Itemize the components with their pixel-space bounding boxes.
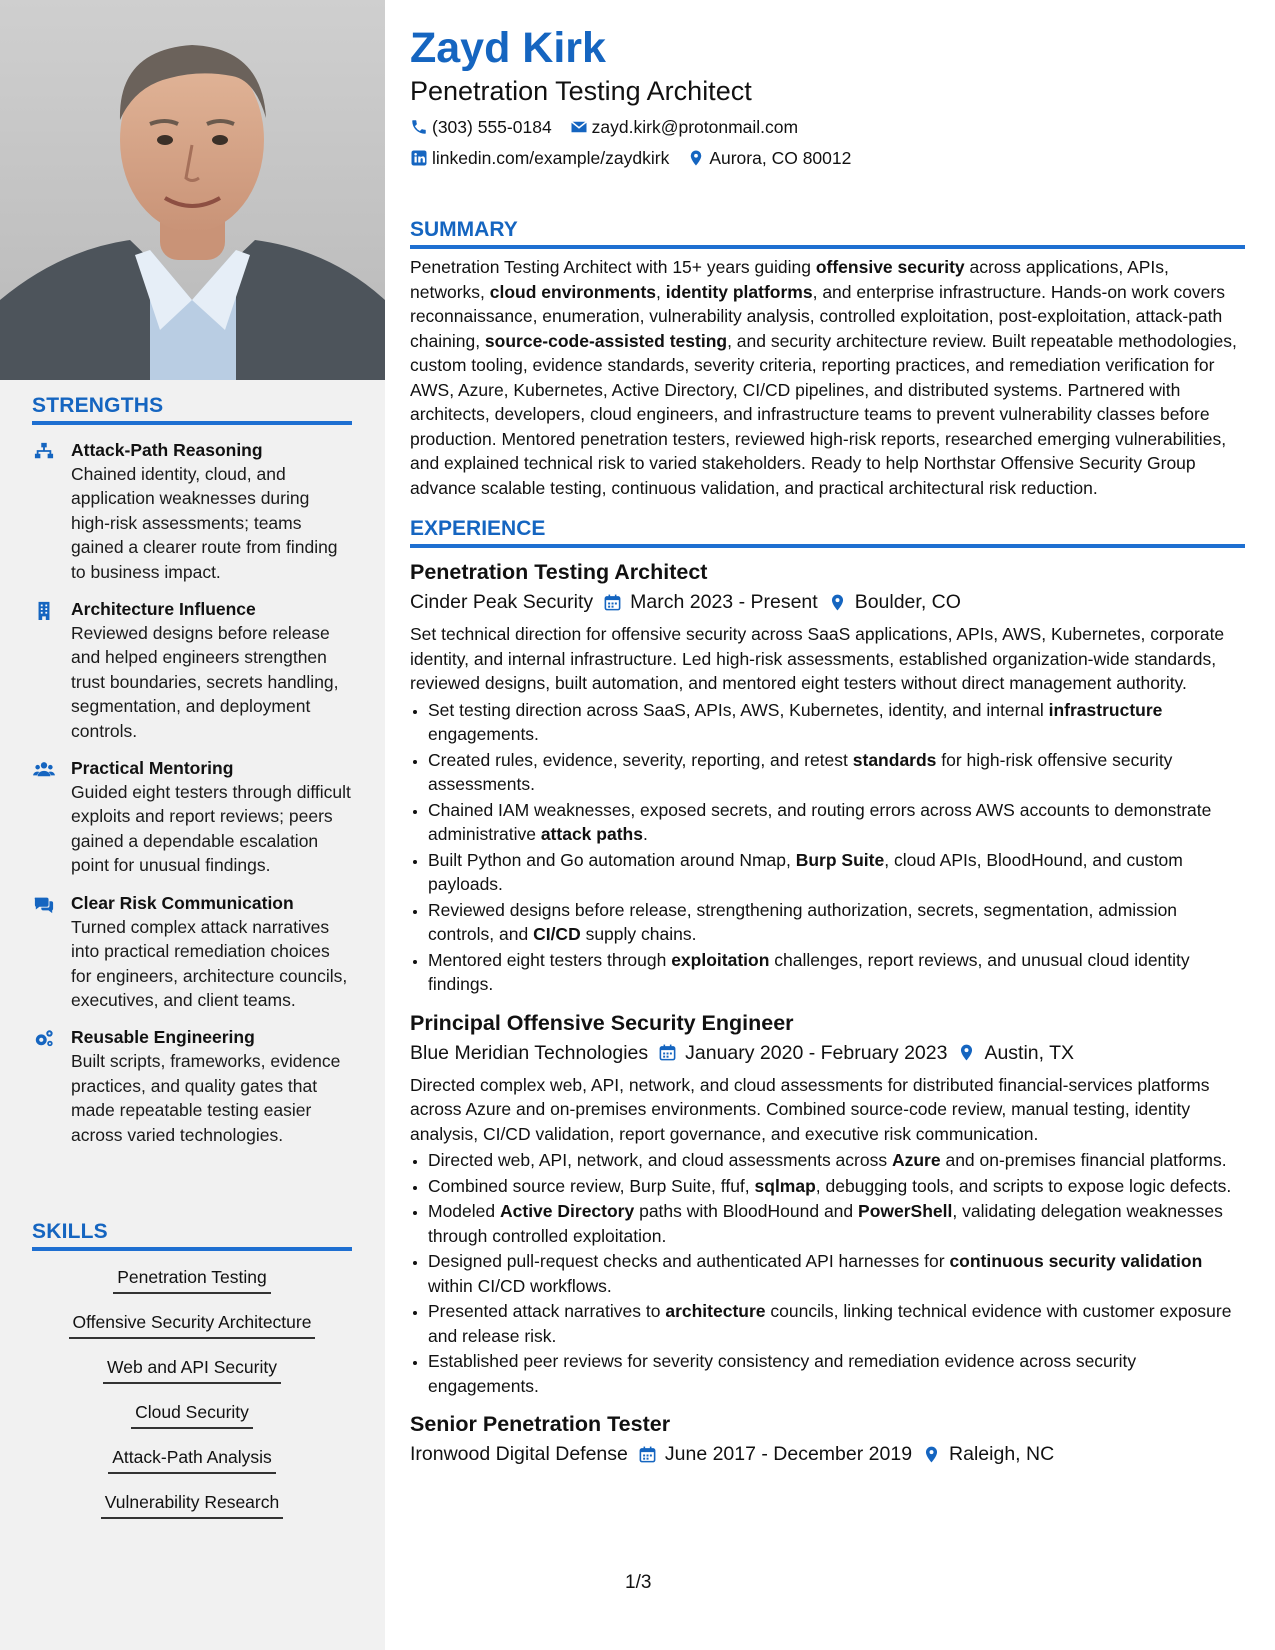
- text-fragment: across applications, APIs, networks,: [410, 257, 1169, 302]
- job-bullet: [428, 1249, 1245, 1298]
- text-fragment: within CI/CD workflows.: [428, 1275, 612, 1296]
- map-pin-icon: [828, 593, 847, 612]
- phone-number: (303) 555-0184: [432, 117, 552, 137]
- job-bullet: [428, 1148, 1245, 1173]
- bold-phrase: cloud environments: [489, 281, 657, 302]
- text-fragment: Combined source review, Burp Suite, ffuf,: [428, 1175, 755, 1196]
- email-contact[interactable]: [570, 115, 798, 139]
- bold-phrase: identity platforms: [665, 281, 813, 302]
- users-icon: [32, 759, 56, 779]
- contact-row-2: [410, 146, 1245, 170]
- person-headline: Penetration Testing Architect: [410, 76, 752, 106]
- text-fragment: Reviewed designs before release, strengthening authorization, secrets, segmentation, admission controls, and: [428, 899, 1178, 944]
- job-bullet: [428, 898, 1245, 947]
- strength-text: Built scripts, frameworks, evidence practices, and quality gates that made repeatable testing easier across varied technologies.: [71, 1051, 341, 1145]
- job-dates-text: March 2023 - Present: [630, 591, 818, 613]
- text-fragment: , and enterprise infrastructure. Hands-on work covers reconnaissance, enumeration, vulnerability analysis, controlled exploitation, post-exploitation, attack-path chaining,: [410, 281, 1225, 351]
- job-bullets: [410, 1148, 1245, 1398]
- linkedin-icon: [410, 149, 428, 167]
- bold-phrase: source-code-assisted testing: [484, 330, 728, 351]
- skill-row: [32, 1490, 352, 1535]
- job-location: [828, 588, 961, 616]
- calendar-icon: [603, 593, 622, 612]
- bold-phrase: PowerShell: [858, 1201, 953, 1221]
- text-fragment: , cloud APIs, BloodHound, and custom payloads.: [428, 849, 1183, 894]
- skill-row: [32, 1400, 352, 1445]
- strengths-section: [32, 394, 352, 1147]
- skill-tag: Attack-Path Analysis: [108, 1445, 276, 1474]
- bold-phrase: standards: [852, 749, 937, 770]
- bold-phrase: sqlmap: [754, 1175, 816, 1196]
- text-fragment: Modeled: [428, 1201, 500, 1221]
- skills-section: [32, 1220, 352, 1535]
- bold-phrase: Active Directory: [500, 1201, 635, 1221]
- bold-phrase: Azure: [891, 1150, 941, 1170]
- job-title: Principal Offensive Security Engineer: [410, 1010, 794, 1035]
- strengths-title: STRENGTHS: [32, 394, 352, 425]
- sitemap-icon: [32, 441, 56, 461]
- summary-section: [410, 218, 1245, 500]
- job-meta: [410, 1440, 1245, 1468]
- text-fragment: Penetration Testing Architect with 15+ years guiding: [410, 257, 816, 277]
- job-company: Cinder Peak Security: [410, 591, 594, 613]
- strength-title: Architecture Influence: [71, 599, 256, 620]
- job-meta: [410, 588, 1245, 616]
- portrait-illustration: [0, 0, 385, 380]
- text-fragment: and on-premises financial platforms.: [940, 1150, 1227, 1170]
- contact-row-1: [410, 115, 1245, 139]
- experience-section: [410, 517, 1245, 1468]
- profile-photo: [0, 0, 385, 380]
- job-dates: [658, 1039, 947, 1067]
- job-bullet: [428, 1174, 1245, 1199]
- text-fragment: , and security architecture review. Built repeatable methodologies, custom tooling, evidence standards, severity criteria, reporting practices, and remediation verification for AWS, Azure, Kubernetes, Active Directory, CI/CD pipelines, and distributed systems. Partnered with architects, developers, cloud engineers, and infrastructure teams to prevent vulnerability classes before production. Mentored penetration testers, reviewed high-risk reports, researched emerging vulnerabilities, and explained technical risk to varied stakeholders. Ready to help Northstar Offensive Security Group advance scalable testing, continuous validation, and practical architectural risk reduction.: [410, 330, 1237, 498]
- strength-item: [32, 757, 352, 878]
- bold-phrase: infrastructure: [1048, 699, 1163, 720]
- job-dates-text: January 2020 - February 2023: [685, 1041, 948, 1064]
- job-dates: [638, 1440, 912, 1468]
- bold-phrase: attack paths: [540, 824, 643, 844]
- strength-item: [32, 598, 352, 743]
- text-fragment: Chained IAM weaknesses, exposed secrets, and routing errors across AWS accounts to demonstrate administrative: [428, 799, 1212, 844]
- job-company: Blue Meridian Technologies: [410, 1041, 649, 1064]
- text-fragment: Designed pull-request checks and authenticated API harnesses for: [428, 1251, 950, 1271]
- text-fragment: Built Python and Go automation around Nmap,: [428, 849, 796, 870]
- bold-phrase: Burp Suite: [795, 849, 885, 870]
- job-bullet: [428, 1299, 1245, 1348]
- skill-row: [32, 1355, 352, 1400]
- job-bullet: [428, 848, 1245, 897]
- phone-contact[interactable]: [410, 115, 552, 139]
- job-bullet: [428, 948, 1245, 997]
- text-fragment: ,: [656, 281, 666, 302]
- text-fragment: Established peer reviews for severity consistency and remediation evidence across security engagements.: [428, 1351, 1137, 1396]
- bold-phrase: CI/CD: [533, 924, 581, 944]
- strength-text: Chained identity, cloud, and application weaknesses during high-risk assessments; teams gained a clearer route from finding to business impact.: [71, 464, 338, 582]
- skill-tag: Web and API Security: [103, 1355, 281, 1384]
- job-bullet: [428, 1199, 1245, 1248]
- strength-title: Practical Mentoring: [71, 758, 234, 779]
- page-number: 1/3: [625, 1572, 652, 1593]
- job-title: Senior Penetration Tester: [410, 1412, 671, 1436]
- sidebar: [0, 0, 385, 1650]
- job-entry: [410, 558, 1245, 997]
- text-fragment: paths with BloodHound and: [634, 1201, 859, 1221]
- skill-tag: Offensive Security Architecture: [69, 1310, 316, 1339]
- strength-title: Clear Risk Communication: [71, 892, 294, 913]
- skills-list: [32, 1265, 352, 1535]
- map-pin-icon: [922, 1445, 941, 1464]
- map-pin-icon: [957, 1043, 976, 1062]
- bold-phrase: continuous security validation: [949, 1251, 1203, 1271]
- text-fragment: Created rules, evidence, severity, reporting, and retest: [428, 749, 853, 770]
- bold-phrase: architecture: [665, 1301, 766, 1321]
- job-location-text: Austin, TX: [984, 1041, 1075, 1064]
- text-fragment: supply chains.: [580, 924, 697, 944]
- linkedin-contact[interactable]: [410, 146, 669, 170]
- envelope-icon: [570, 118, 588, 136]
- text-fragment: Set testing direction across SaaS, APIs, AWS, Kubernetes, identity, and internal: [428, 699, 1049, 720]
- job-dates-text: June 2017 - December 2019: [664, 1443, 913, 1465]
- strengths-list: [32, 439, 352, 1147]
- job-meta: [410, 1039, 1245, 1067]
- location-text: Aurora, CO 80012: [709, 148, 852, 168]
- strength-item: [32, 439, 352, 584]
- strength-item: [32, 1026, 352, 1147]
- job-bullet: [428, 698, 1245, 747]
- linkedin-url: linkedin.com/example/zaydkirk: [432, 148, 670, 168]
- job-location-text: Raleigh, NC: [949, 1443, 1055, 1465]
- text-fragment: engagements.: [428, 724, 539, 744]
- strength-text: Turned complex attack narratives into practical remediation choices for engineers, architecture councils, executives, and client teams.: [71, 916, 348, 1010]
- experience-title: EXPERIENCE: [410, 517, 1245, 548]
- calendar-icon: [658, 1043, 677, 1062]
- text-fragment: challenges, report reviews, and unusual cloud identity findings.: [428, 949, 1190, 994]
- text-fragment: Mentored eight testers through: [428, 949, 672, 970]
- job-bullet: [428, 1349, 1245, 1398]
- text-fragment: , debugging tools, and scripts to expose logic defects.: [815, 1175, 1232, 1196]
- jobs-list: [410, 558, 1245, 1468]
- job-dates: [603, 588, 818, 616]
- strength-text: Reviewed designs before release and helped engineers strengthen trust boundaries, secrets handling, segmentation, and deployment controls.: [71, 623, 339, 741]
- bold-phrase: offensive security: [815, 257, 965, 277]
- skill-tag: Penetration Testing: [113, 1265, 271, 1294]
- job-entry: [410, 1410, 1245, 1468]
- bold-phrase: exploitation: [671, 949, 770, 970]
- building-icon: [32, 600, 56, 620]
- job-entry: [410, 1009, 1245, 1399]
- skill-tag: Cloud Security: [131, 1400, 253, 1429]
- job-bullet: [428, 798, 1245, 847]
- phone-icon: [410, 118, 428, 136]
- skills-title: SKILLS: [32, 1220, 352, 1251]
- job-title: Penetration Testing Architect: [410, 560, 708, 584]
- summary-title: SUMMARY: [410, 218, 1245, 249]
- job-description: Set technical direction for offensive security across SaaS applications, APIs, AWS, Kubernetes, corporate identity, and internal infrastructure. Led high-risk assessments, established organization-wide standards, reviewed designs, built automation, and mentored eight testers without direct management authority.: [410, 624, 1225, 693]
- job-location: [922, 1440, 1054, 1468]
- location-contact: [687, 146, 851, 170]
- strength-text: Guided eight testers through difficult exploits and report reviews; peers gained a dependable escalation point for unusual findings.: [71, 782, 351, 876]
- strength-item: [32, 892, 352, 1013]
- person-name: Zayd Kirk: [410, 24, 606, 72]
- strength-title: Reusable Engineering: [71, 1027, 255, 1048]
- text-fragment: Directed web, API, network, and cloud assessments across: [428, 1150, 892, 1170]
- skill-row: [32, 1265, 352, 1310]
- job-location-text: Boulder, CO: [854, 591, 961, 613]
- cogs-icon: [32, 1028, 56, 1048]
- text-fragment: for high-risk offensive security assessments.: [428, 749, 1173, 794]
- text-fragment: .: [642, 824, 648, 844]
- job-company: Ironwood Digital Defense: [410, 1443, 628, 1465]
- strength-title: Attack-Path Reasoning: [71, 440, 263, 460]
- main-content: [410, 22, 1245, 1468]
- comments-icon: [32, 894, 56, 914]
- skill-tag: Vulnerability Research: [101, 1490, 283, 1519]
- job-bullets: [410, 698, 1245, 997]
- skill-row: [32, 1310, 352, 1355]
- job-location: [957, 1039, 1074, 1067]
- text-fragment: councils, linking technical evidence with customer exposure and release risk.: [428, 1301, 1232, 1346]
- calendar-icon: [638, 1445, 657, 1464]
- job-bullet: [428, 748, 1245, 797]
- map-pin-icon: [687, 149, 705, 167]
- email-address: zayd.kirk@protonmail.com: [591, 117, 799, 137]
- skill-row: [32, 1445, 352, 1490]
- job-description: Directed complex web, API, network, and cloud assessments for distributed financial-services platforms across Azure and on-premises environments. Combined source-code review, manual testing, identity analysis, CI/CD validation, report governance, and executive risk communication.: [410, 1074, 1210, 1144]
- summary-text: [410, 255, 1245, 500]
- text-fragment: Presented attack narratives to: [428, 1301, 666, 1321]
- text-fragment: , validating delegation weaknesses through controlled exploitation.: [428, 1201, 1223, 1246]
